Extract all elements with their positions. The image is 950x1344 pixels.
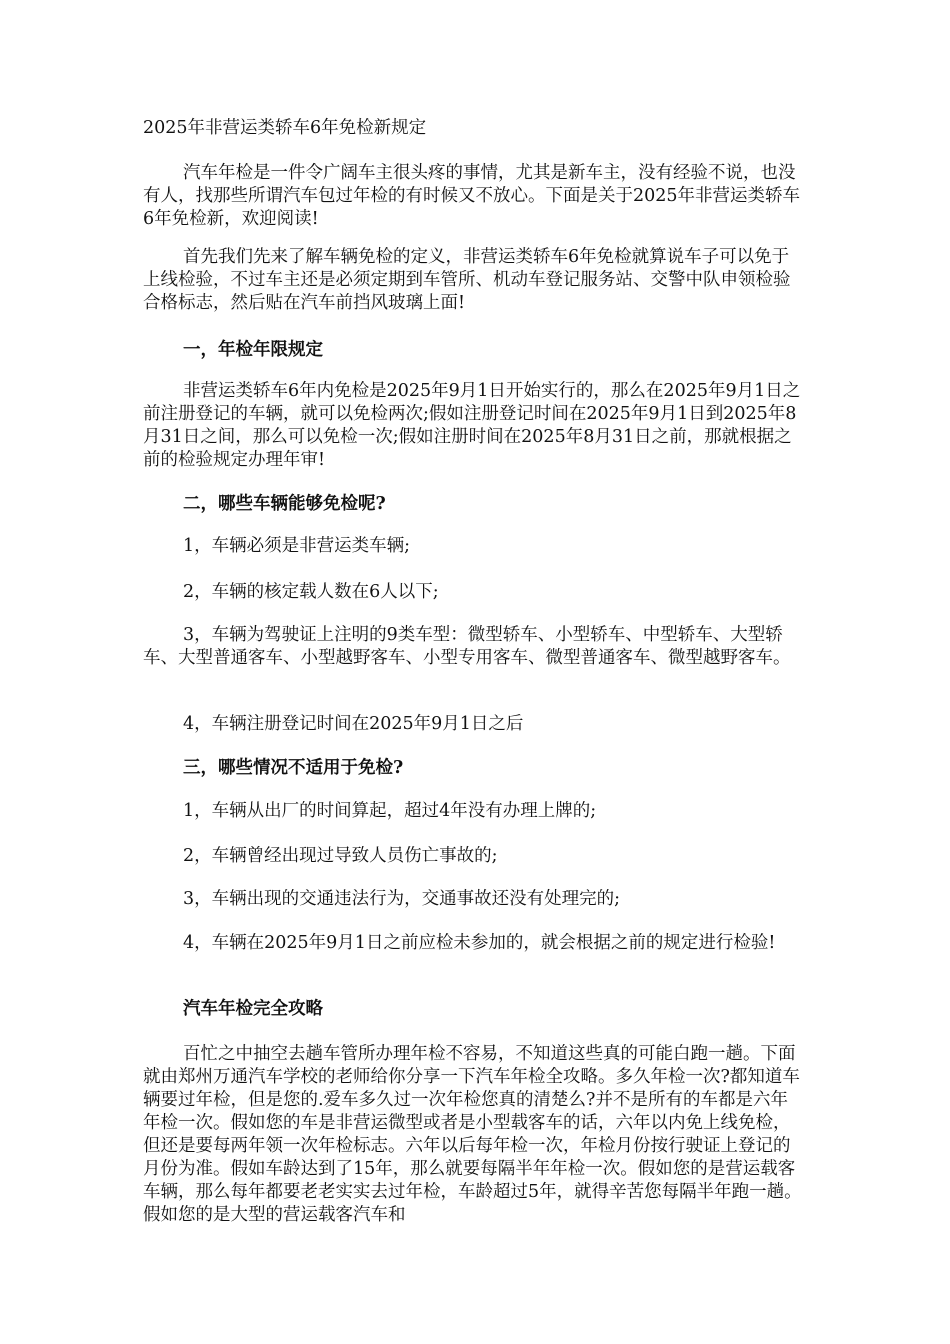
document-title: 2025年非营运类轿车6年免检新规定 [143,118,427,138]
intro-paragraph-1: 汽车年检是一件令广阔车主很头疼的事情，尤其是新车主，没有经验不说，也没有人，找那些所谓汽车包过年检的有时候又不放心。下面是关于2025年非营运类轿车6年免检新，欢迎阅读! [143,163,801,229]
section-2-item: 1，车辆必须是非营运类车辆; [183,536,411,556]
intro-paragraph-2: 首先我们先来了解车辆免检的定义，非营运类轿车6年免检就算说车子可以免于上线检验，不过车主还是必须定期到车管所、机动车登记服务站、交警中队申领检验合格标志，然后贴在汽车前挡风玻璃上面! [143,247,791,313]
section-2-item: 3，车辆为驾驶证上注明的9类车型：微型轿车、小型轿车、中型轿车、大型轿车、大型普通客车、小型越野客车、小型专用客车、微型普通客车、微型越野客车。 [143,625,791,668]
section-2-heading: 二，哪些车辆能够免检呢? [183,494,386,514]
section-1-body: 非营运类轿车6年内免检是2025年9月1日开始实行的，那么在2025年9月1日之前注册登记的车辆，就可以免检两次;假如注册登记时间在2025年9月1日到2025年8月31日之间，那么可以免检一次;假如注册时间在2025年8月31日之前，那就根据之前的检验规定办理年审! [143,381,801,470]
section-2-item: 2，车辆的核定载人数在6人以下; [183,582,439,602]
section-3-item: 1，车辆从出厂的时间算起，超过4年没有办理上牌的; [183,801,597,821]
section-3-item: 2，车辆曾经出现过导致人员伤亡事故的; [183,846,498,866]
section-2-item: 4，车辆注册登记时间在2025年9月1日之后 [183,714,524,734]
section-3-item: 3，车辆出现的交通违法行为，交通事故还没有处理完的; [183,889,621,909]
section-4-body: 百忙之中抽空去趟车管所办理年检不容易，不知道这些真的可能白跑一趟。下面就由郑州万通汽车学校的老师给你分享一下汽车年检全攻略。多久年检一次?都知道车辆要过年检，但是您的.爱车多久过一次年检您真的清楚么?并不是所有的车都是六年年检一次。假如您的车是非营运微型或者是小型载客车的话，六年以内免上线免检，但还是要每两年领一次年检标志。六年以后每年检一次，年检月份按行驶证上登记的月份为准。假如车龄达到了15年，那么就要每隔半年年检一次。假如您的是营运载客车辆，那么每年都要老老实实去过年检，车龄超过5年，就得辛苦您每隔半年跑一趟。假如您的是大型的营运载客汽车和 [143,1044,802,1225]
section-3-heading: 三，哪些情况不适用于免检? [183,758,404,778]
section-4-heading: 汽车年检完全攻略 [183,999,323,1019]
section-1-heading: 一，年检年限规定 [183,340,323,360]
section-3-item: 4，车辆在2025年9月1日之前应检未参加的，就会根据之前的规定进行检验! [183,933,776,953]
